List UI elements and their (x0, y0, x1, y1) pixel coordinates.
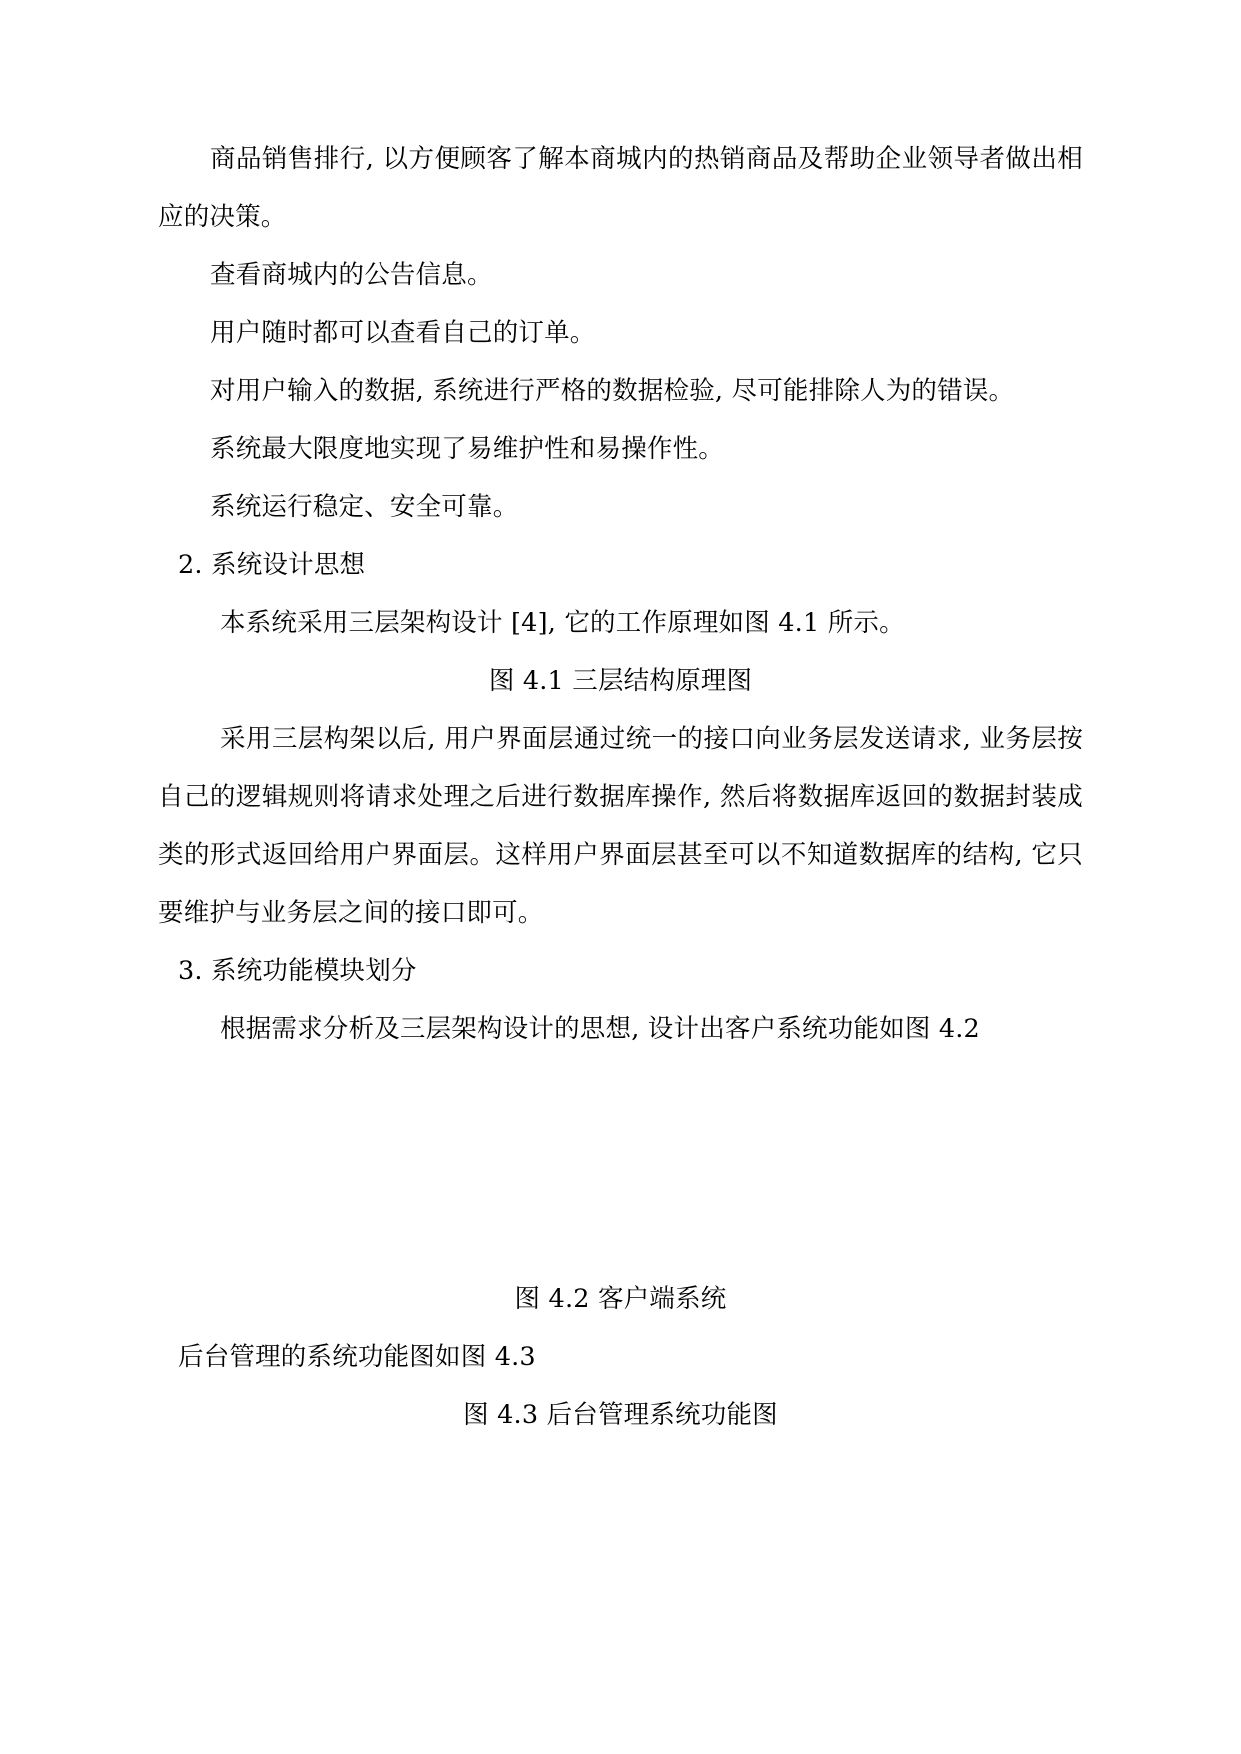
paragraph-data-validation: 对用户输入的数据, 系统进行严格的数据检验, 尽可能排除人为的错误。 (210, 376, 1015, 406)
figure-caption-4-3: 图 4.3 后台管理系统功能图 (463, 1400, 778, 1430)
paragraph-stability: 系统运行稳定、安全可靠。 (210, 492, 519, 522)
figure-placeholder-4-2 (158, 1058, 1083, 1270)
paragraph-sales-ranking: 商品销售排行, 以方便顾客了解本商城内的热销商品及帮助企业领导者做出相应的决策。 (158, 144, 1083, 232)
paragraph-view-announcements: 查看商城内的公告信息。 (210, 260, 493, 290)
heading-module-division: 3. 系统功能模块划分 (178, 956, 417, 986)
document-body (158, 130, 1083, 1444)
paragraph-view-orders: 用户随时都可以查看自己的订单。 (210, 318, 596, 348)
paragraph-maintainability: 系统最大限度地实现了易维护性和易操作性。 (210, 434, 725, 464)
figure-caption-4-2: 图 4.2 客户端系统 (514, 1284, 727, 1314)
heading-system-design-thinking: 2. 系统设计思想 (178, 550, 366, 580)
paragraph-backend-function-diagram: 后台管理的系统功能图如图 4.3 (178, 1342, 536, 1372)
paragraph-three-tier-explanation: 采用三层构架以后, 用户界面层通过统一的接口向业务层发送请求, 业务层按自己的逻辑规则将请求处理之后进行数据库操作, 然后将数据库返回的数据封装成类的形式返回给用户界面层。这样用户界面层甚至可以不知道数据库的结构, 它只要维护与业务层之间的接口即可。 (158, 724, 1083, 928)
figure-caption-4-1: 图 4.1 三层结构原理图 (488, 666, 753, 696)
paragraph-three-tier-architecture: 本系统采用三层架构设计 [4], 它的工作原理如图 4.1 所示。 (220, 608, 905, 638)
paragraph-client-system-function: 根据需求分析及三层架构设计的思想, 设计出客户系统功能如图 4.2 (220, 1014, 980, 1044)
